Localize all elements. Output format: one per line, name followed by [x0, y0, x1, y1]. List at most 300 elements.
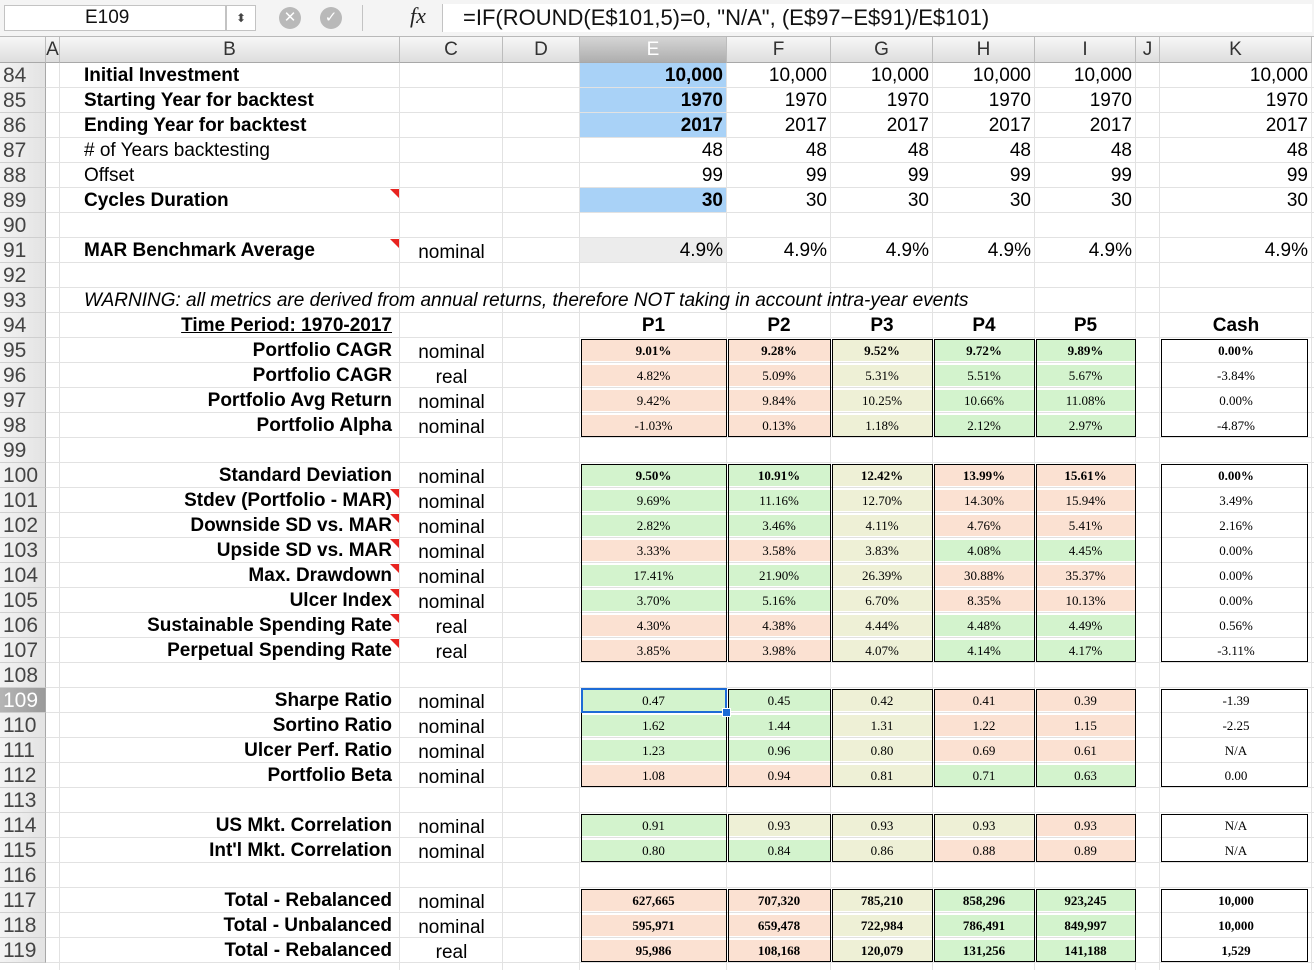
- cell-value-f[interactable]: 3.98%: [762, 643, 796, 658]
- cell-value-g[interactable]: 4.44%: [865, 618, 899, 633]
- row-header-88[interactable]: 88: [0, 163, 46, 188]
- row-header-119[interactable]: 119: [0, 938, 46, 963]
- cell-value-g[interactable]: 99: [907, 165, 929, 186]
- cell-value-f[interactable]: 9.28%: [761, 343, 797, 358]
- cell-value-k[interactable]: 48: [1286, 140, 1308, 161]
- cell-value-h[interactable]: 0.41: [972, 693, 996, 708]
- cell-value-f[interactable]: 4.38%: [762, 618, 796, 633]
- row-label: Total - Rebalanced: [224, 940, 392, 961]
- name-box[interactable]: E109: [4, 5, 226, 31]
- cell-value-k[interactable]: -2.25: [1222, 718, 1250, 733]
- warning-note: WARNING: all metrics are derived from annual returns, therefore NOT taking in account intra-year events: [84, 290, 969, 311]
- value-type: nominal: [418, 692, 485, 713]
- column-header-j[interactable]: J: [1136, 37, 1160, 63]
- row-header-94[interactable]: 94: [0, 313, 46, 338]
- row-label: Upside SD vs. MAR: [216, 540, 392, 561]
- value-type: real: [435, 642, 468, 663]
- row-label: Total - Rebalanced: [224, 890, 392, 911]
- cell-value-k[interactable]: -3.11%: [1217, 643, 1255, 658]
- cell-value-k[interactable]: 30: [1286, 190, 1308, 211]
- table-border: [832, 889, 933, 962]
- row-header-100[interactable]: 100: [0, 463, 46, 488]
- cell-value-e[interactable]: 3.33%: [636, 543, 671, 558]
- value-type: nominal: [418, 717, 485, 738]
- cell-value-g[interactable]: 785,210: [860, 893, 904, 908]
- comment-marker-icon[interactable]: [390, 639, 399, 648]
- row-header-108[interactable]: 108: [0, 663, 46, 688]
- table-border: [1036, 464, 1136, 662]
- row-header-97[interactable]: 97: [0, 388, 46, 413]
- cell-value-e[interactable]: 9.50%: [635, 468, 672, 483]
- cell-value-i[interactable]: 15.61%: [1064, 468, 1107, 483]
- row-label: Time Period: 1970-2017: [181, 315, 392, 336]
- cell-value-i[interactable]: 849,997: [1064, 918, 1107, 933]
- cell-value-i[interactable]: P5: [1073, 315, 1098, 336]
- cell-value-k[interactable]: 2017: [1265, 115, 1308, 136]
- value-type: nominal: [418, 467, 485, 488]
- cell-value-e[interactable]: 1970: [680, 90, 723, 111]
- value-type: nominal: [418, 242, 485, 263]
- cell-value-e[interactable]: 9.01%: [635, 343, 672, 358]
- cell-value-f[interactable]: 0.13%: [762, 418, 796, 433]
- table-border: [934, 689, 1035, 787]
- column-header-k[interactable]: K: [1160, 37, 1312, 63]
- row-header-98[interactable]: 98: [0, 413, 46, 438]
- cell-value-g[interactable]: 0.86: [870, 843, 894, 858]
- row-label: Portfolio Beta: [267, 765, 392, 786]
- cell-value-f[interactable]: 2017: [784, 115, 827, 136]
- cell-value-i[interactable]: 9.89%: [1067, 343, 1104, 358]
- comment-marker-icon[interactable]: [390, 239, 399, 248]
- cell-value-i[interactable]: 1.15: [1074, 718, 1097, 733]
- row-header-106[interactable]: 106: [0, 613, 46, 638]
- cell-value-f[interactable]: 21.90%: [758, 568, 800, 583]
- cell-value-f[interactable]: 48: [805, 140, 827, 161]
- cell-value-k[interactable]: N/A: [1224, 743, 1248, 758]
- column-header-d[interactable]: D: [503, 37, 580, 63]
- row-header-103[interactable]: 103: [0, 538, 46, 563]
- cell-value-i[interactable]: 0.89: [1074, 843, 1097, 858]
- cell-value-h[interactable]: 131,256: [962, 943, 1006, 958]
- cell-value-g[interactable]: 30: [907, 190, 929, 211]
- table-border: [728, 339, 831, 437]
- cell-value-g[interactable]: 1.31: [870, 718, 894, 733]
- cell-value-i[interactable]: 15.94%: [1065, 493, 1106, 508]
- cell-value-h[interactable]: 9.72%: [966, 343, 1002, 358]
- row-header-109[interactable]: 109: [0, 688, 46, 713]
- cell-value-f[interactable]: 0.94: [767, 768, 791, 783]
- cell-value-k[interactable]: Cash: [1212, 315, 1260, 336]
- cell-value-h[interactable]: 10,000: [972, 65, 1031, 86]
- cell-value-f[interactable]: 4.9%: [783, 240, 827, 261]
- cell-value-i[interactable]: 10,000: [1073, 65, 1132, 86]
- cell-value-e[interactable]: 9.69%: [636, 493, 671, 508]
- row-label: Ending Year for backtest: [84, 115, 307, 136]
- cell-value-h[interactable]: 0.93: [972, 818, 996, 833]
- cell-value-e[interactable]: 9.42%: [636, 393, 671, 408]
- cell-value-i[interactable]: 4.9%: [1088, 240, 1132, 261]
- cell-value-g[interactable]: 0.81: [870, 768, 894, 783]
- cell-value-f[interactable]: 108,168: [757, 943, 801, 958]
- column-header-g[interactable]: G: [831, 37, 933, 63]
- cell-value-e[interactable]: 2017: [680, 115, 723, 136]
- cell-value-g[interactable]: 26.39%: [861, 568, 903, 583]
- cell-value-i[interactable]: 923,245: [1064, 893, 1107, 908]
- cell-value-h[interactable]: 14.30%: [963, 493, 1005, 508]
- cell-value-i[interactable]: 48: [1110, 140, 1132, 161]
- cell-value-e[interactable]: 1.23: [642, 743, 665, 758]
- cell-value-e[interactable]: -1.03%: [634, 418, 673, 433]
- row-label: Cycles Duration: [84, 190, 229, 211]
- cell-value-e[interactable]: 3.85%: [636, 643, 671, 658]
- name-box-dropdown-icon[interactable]: ⬍: [226, 5, 256, 31]
- column-header-b[interactable]: B: [60, 37, 400, 63]
- cell-value-e[interactable]: 627,665: [632, 893, 675, 908]
- cell-value-h[interactable]: 0.88: [972, 843, 996, 858]
- cell-value-e[interactable]: 17.41%: [633, 568, 674, 583]
- cell-value-h[interactable]: 10.66%: [963, 393, 1005, 408]
- row-header-102[interactable]: 102: [0, 513, 46, 538]
- row-header-90[interactable]: 90: [0, 213, 46, 238]
- cell-value-k[interactable]: 2.16%: [1219, 518, 1253, 533]
- cell-value-g[interactable]: 4.11%: [865, 518, 899, 533]
- cell-value-k[interactable]: 0.00%: [1219, 543, 1253, 558]
- cell-value-k[interactable]: 0.00%: [1219, 393, 1253, 408]
- comment-marker-icon[interactable]: [390, 539, 399, 548]
- cell-value-i[interactable]: 30: [1110, 190, 1132, 211]
- row-label: US Mkt. Correlation: [215, 815, 392, 836]
- row-header-113[interactable]: 113: [0, 788, 46, 813]
- cell-value-k[interactable]: 0.00%: [1218, 468, 1254, 483]
- value-type: nominal: [418, 767, 485, 788]
- row-header-112[interactable]: 112: [0, 763, 46, 788]
- cell-value-f[interactable]: 5.16%: [762, 593, 796, 608]
- cell-value-f[interactable]: 5.09%: [762, 368, 796, 383]
- cell-value-k[interactable]: 0.00: [1224, 768, 1248, 783]
- table-border: [934, 889, 1035, 962]
- cell-value-k[interactable]: 10,000: [1218, 918, 1254, 933]
- table-border: [1161, 889, 1308, 962]
- cell-value-i[interactable]: 4.17%: [1068, 643, 1103, 658]
- cell-value-e[interactable]: 0.80: [642, 843, 665, 858]
- cell-value-k[interactable]: 10,000: [1249, 65, 1308, 86]
- cell-value-e[interactable]: P1: [641, 315, 666, 336]
- comment-marker-icon[interactable]: [390, 189, 399, 198]
- cancel-formula-icon[interactable]: ✕: [279, 7, 301, 29]
- row-label: Sortino Ratio: [272, 715, 392, 736]
- row-header-91[interactable]: 91: [0, 238, 46, 263]
- cell-value-g[interactable]: 0.80: [870, 743, 894, 758]
- cell-value-i[interactable]: 10.13%: [1065, 593, 1106, 608]
- row-label: Portfolio CAGR: [252, 365, 392, 386]
- value-type: nominal: [418, 742, 485, 763]
- cell-value-e[interactable]: 30: [701, 190, 723, 211]
- cell-value-h[interactable]: 5.51%: [967, 368, 1001, 383]
- table-border: [1036, 814, 1136, 862]
- cell-value-i[interactable]: 5.67%: [1068, 368, 1103, 383]
- select-all-corner[interactable]: [0, 37, 46, 63]
- cell-value-e[interactable]: 3.70%: [636, 593, 671, 608]
- cell-value-i[interactable]: 4.45%: [1068, 543, 1103, 558]
- cell-value-k[interactable]: 10,000: [1218, 893, 1254, 908]
- cell-value-f[interactable]: 30: [805, 190, 827, 211]
- formula-input[interactable]: =IF(ROUND(E$101,5)=0, "N/A", (E$97−E$91)/E$101): [442, 4, 1312, 32]
- cell-value-h[interactable]: 1970: [988, 90, 1031, 111]
- cell-value-g[interactable]: 4.9%: [885, 240, 929, 261]
- cell-value-h[interactable]: 99: [1009, 165, 1031, 186]
- table-border: [728, 689, 831, 787]
- row-header-84[interactable]: 84: [0, 63, 46, 88]
- comment-marker-icon[interactable]: [390, 564, 399, 573]
- value-type: nominal: [418, 892, 485, 913]
- row-header-86[interactable]: 86: [0, 113, 46, 138]
- row-label: Sustainable Spending Rate: [147, 615, 392, 636]
- column-header-i[interactable]: I: [1035, 37, 1136, 63]
- cell-value-i[interactable]: 5.41%: [1068, 518, 1103, 533]
- cell-value-f[interactable]: 659,478: [757, 918, 801, 933]
- cell-value-e[interactable]: 4.82%: [636, 368, 671, 383]
- table-border: [934, 814, 1035, 862]
- cell-value-f[interactable]: 0.93: [767, 818, 791, 833]
- cell-value-e[interactable]: 0.91: [642, 818, 665, 833]
- table-border: [581, 464, 727, 662]
- value-type: nominal: [418, 842, 485, 863]
- function-fx-icon[interactable]: fx: [410, 3, 426, 28]
- cell-value-i[interactable]: 2.97%: [1068, 418, 1103, 433]
- row-label: Perpetual Spending Rate: [167, 640, 392, 661]
- cell-value-f[interactable]: 10.91%: [757, 468, 801, 483]
- confirm-formula-icon[interactable]: ✓: [320, 7, 342, 29]
- row-header-101[interactable]: 101: [0, 488, 46, 513]
- cell-value-k[interactable]: -1.39: [1222, 693, 1250, 708]
- cell-value-h[interactable]: 30: [1009, 190, 1031, 211]
- row-header-95[interactable]: 95: [0, 338, 46, 363]
- cell-value-i[interactable]: 0.63: [1074, 768, 1097, 783]
- cell-value-h[interactable]: 4.9%: [987, 240, 1031, 261]
- table-border: [728, 464, 831, 662]
- table-border: [581, 339, 727, 437]
- cell-value-i[interactable]: 1970: [1089, 90, 1132, 111]
- formula-separator: [362, 5, 404, 31]
- cell-value-e[interactable]: 4.30%: [636, 618, 671, 633]
- row-header-111[interactable]: 111: [0, 738, 46, 763]
- cell-value-g[interactable]: 3.83%: [865, 543, 899, 558]
- cell-value-k[interactable]: 99: [1286, 165, 1308, 186]
- cell-value-h[interactable]: 13.99%: [962, 468, 1006, 483]
- spreadsheet-grid[interactable]: [0, 37, 1314, 970]
- cell-value-e[interactable]: 595,971: [632, 918, 675, 933]
- cell-value-i[interactable]: 141,188: [1064, 943, 1107, 958]
- cell-value-e[interactable]: 1.62: [642, 718, 665, 733]
- cell-value-i[interactable]: 0.93: [1074, 818, 1097, 833]
- cell-value-f[interactable]: 0.45: [767, 693, 791, 708]
- row-header-117[interactable]: 117: [0, 888, 46, 913]
- cell-value-g[interactable]: 5.31%: [865, 368, 899, 383]
- cell-value-k[interactable]: 0.56%: [1219, 618, 1253, 633]
- cell-value-i[interactable]: 4.49%: [1068, 618, 1103, 633]
- cell-value-h[interactable]: 2.12%: [967, 418, 1001, 433]
- cell-value-f[interactable]: 3.58%: [762, 543, 796, 558]
- cell-value-k[interactable]: 4.9%: [1264, 240, 1308, 261]
- cell-value-g[interactable]: 6.70%: [865, 593, 899, 608]
- row-header-105[interactable]: 105: [0, 588, 46, 613]
- cell-value-g[interactable]: 9.52%: [864, 343, 900, 358]
- cell-value-g[interactable]: 120,079: [860, 943, 904, 958]
- row-header-93[interactable]: 93: [0, 288, 46, 313]
- cell-value-f[interactable]: 707,320: [757, 893, 801, 908]
- cell-value-k[interactable]: 1970: [1265, 90, 1308, 111]
- cell-value-h[interactable]: 858,296: [962, 893, 1006, 908]
- cell-value-e[interactable]: 0.47: [642, 693, 665, 708]
- row-label: # of Years backtesting: [84, 140, 270, 161]
- row-label: Portfolio CAGR: [252, 340, 392, 361]
- row-label: Ulcer Index: [289, 590, 392, 611]
- cell-value-g[interactable]: 2017: [886, 115, 929, 136]
- cell-value-h[interactable]: 8.35%: [967, 593, 1001, 608]
- cell-value-e[interactable]: 1.08: [642, 768, 665, 783]
- cell-value-h[interactable]: 2017: [988, 115, 1031, 136]
- cell-value-k[interactable]: 1,529: [1221, 943, 1251, 958]
- value-type: nominal: [418, 567, 485, 588]
- cell-value-g[interactable]: 722,984: [860, 918, 904, 933]
- cell-value-k[interactable]: -3.84%: [1217, 368, 1255, 383]
- cell-value-h[interactable]: 30.88%: [963, 568, 1005, 583]
- cell-value-g[interactable]: 0.42: [870, 693, 894, 708]
- cell-value-i[interactable]: 2017: [1089, 115, 1132, 136]
- cell-value-h[interactable]: 0.69: [972, 743, 996, 758]
- cell-value-k[interactable]: N/A: [1224, 843, 1248, 858]
- row-label: Max. Drawdown: [248, 565, 392, 586]
- table-border: [1161, 339, 1308, 437]
- cell-value-i[interactable]: 0.61: [1074, 743, 1097, 758]
- cell-value-i[interactable]: 0.39: [1074, 693, 1097, 708]
- cell-value-f[interactable]: 3.46%: [762, 518, 796, 533]
- cell-value-f[interactable]: 9.84%: [762, 393, 796, 408]
- cell-value-e[interactable]: 10,000: [664, 65, 723, 86]
- cell-value-e[interactable]: 48: [701, 140, 723, 161]
- row-label: Starting Year for backtest: [84, 90, 314, 111]
- cell-value-f[interactable]: 10,000: [768, 65, 827, 86]
- row-header-92[interactable]: 92: [0, 263, 46, 288]
- row-label: MAR Benchmark Average: [84, 240, 315, 261]
- column-header-h[interactable]: H: [933, 37, 1035, 63]
- cell-value-f[interactable]: P2: [767, 315, 791, 336]
- row-header-104[interactable]: 104: [0, 563, 46, 588]
- cell-value-g[interactable]: P3: [870, 315, 894, 336]
- row-header-87[interactable]: 87: [0, 138, 46, 163]
- cell-value-g[interactable]: 48: [907, 140, 929, 161]
- row-label: Standard Deviation: [218, 465, 392, 486]
- cell-value-k[interactable]: 0.00%: [1219, 593, 1253, 608]
- selected-cell-outline: [581, 688, 727, 713]
- row-label: Stdev (Portfolio - MAR): [184, 490, 392, 511]
- row-header-96[interactable]: 96: [0, 363, 46, 388]
- value-type: nominal: [418, 392, 485, 413]
- row-header-89[interactable]: 89: [0, 188, 46, 213]
- comment-marker-icon[interactable]: [390, 614, 399, 623]
- cell-value-g[interactable]: 12.70%: [861, 493, 903, 508]
- column-header-f[interactable]: F: [727, 37, 831, 63]
- row-header-110[interactable]: 110: [0, 713, 46, 738]
- row-label: Int'l Mkt. Correlation: [209, 840, 392, 861]
- comment-marker-icon[interactable]: [390, 489, 399, 498]
- value-type: nominal: [418, 342, 485, 363]
- column-header-c[interactable]: C: [400, 37, 503, 63]
- table-border: [1036, 889, 1136, 962]
- cell-value-f[interactable]: 11.16%: [759, 493, 799, 508]
- cell-value-h[interactable]: 4.14%: [967, 643, 1001, 658]
- cell-value-f[interactable]: 0.84: [767, 843, 791, 858]
- table-border: [934, 464, 1035, 662]
- column-header-a[interactable]: A: [46, 37, 60, 63]
- value-type: nominal: [418, 917, 485, 938]
- cell-value-k[interactable]: 0.00%: [1219, 568, 1253, 583]
- value-type: real: [435, 617, 468, 638]
- cell-value-g[interactable]: 10,000: [870, 65, 929, 86]
- fill-handle[interactable]: [722, 708, 731, 717]
- cell-value-h[interactable]: 48: [1009, 140, 1031, 161]
- cell-value-e[interactable]: 99: [701, 165, 723, 186]
- cell-value-k[interactable]: 0.00%: [1218, 343, 1254, 358]
- cell-value-k[interactable]: N/A: [1224, 818, 1248, 833]
- cell-value-k[interactable]: 3.49%: [1219, 493, 1253, 508]
- cell-value-k[interactable]: -4.87%: [1217, 418, 1255, 433]
- value-type: nominal: [418, 517, 485, 538]
- cell-value-e[interactable]: 4.9%: [679, 240, 723, 261]
- cell-value-h[interactable]: 1.22: [972, 718, 996, 733]
- cell-value-i[interactable]: 35.37%: [1065, 568, 1106, 583]
- row-header-107[interactable]: 107: [0, 638, 46, 663]
- value-type: nominal: [418, 592, 485, 613]
- formula-bar: [0, 0, 1314, 37]
- row-header-85[interactable]: 85: [0, 88, 46, 113]
- row-header-99[interactable]: 99: [0, 438, 46, 463]
- cell-value-f[interactable]: 0.96: [767, 743, 791, 758]
- cell-value-f[interactable]: 1.44: [767, 718, 791, 733]
- cell-value-h[interactable]: P4: [972, 315, 996, 336]
- cell-value-h[interactable]: 786,491: [962, 918, 1006, 933]
- value-type: nominal: [418, 817, 485, 838]
- row-label: Offset: [84, 165, 135, 186]
- row-header-115[interactable]: 115: [0, 838, 46, 863]
- row-label: Initial Investment: [84, 65, 240, 86]
- comment-marker-icon[interactable]: [390, 514, 399, 523]
- cell-value-h[interactable]: 4.48%: [967, 618, 1001, 633]
- cell-value-g[interactable]: 10.25%: [861, 393, 903, 408]
- column-header-e[interactable]: E: [580, 37, 727, 63]
- table-border: [832, 689, 933, 787]
- comment-marker-icon[interactable]: [390, 589, 399, 598]
- cell-value-h[interactable]: 4.08%: [967, 543, 1001, 558]
- cell-value-g[interactable]: 1970: [886, 90, 929, 111]
- cell-value-g[interactable]: 4.07%: [865, 643, 899, 658]
- row-header-116[interactable]: 116: [0, 863, 46, 888]
- row-header-118[interactable]: 118: [0, 913, 46, 938]
- cell-value-h[interactable]: 4.76%: [967, 518, 1001, 533]
- cell-value-g[interactable]: 1.18%: [865, 418, 899, 433]
- cell-value-i[interactable]: 99: [1110, 165, 1132, 186]
- cell-value-f[interactable]: 99: [805, 165, 827, 186]
- cell-value-f[interactable]: 1970: [784, 90, 827, 111]
- cell-value-e[interactable]: 2.82%: [636, 518, 671, 533]
- table-border: [832, 814, 933, 862]
- cell-value-e[interactable]: 95,986: [635, 943, 672, 958]
- cell-value-h[interactable]: 0.71: [972, 768, 996, 783]
- cell-value-i[interactable]: 11.08%: [1065, 393, 1106, 408]
- cell-value-g[interactable]: 0.93: [870, 818, 894, 833]
- row-header-114[interactable]: 114: [0, 813, 46, 838]
- cell-value-g[interactable]: 12.42%: [860, 468, 904, 483]
